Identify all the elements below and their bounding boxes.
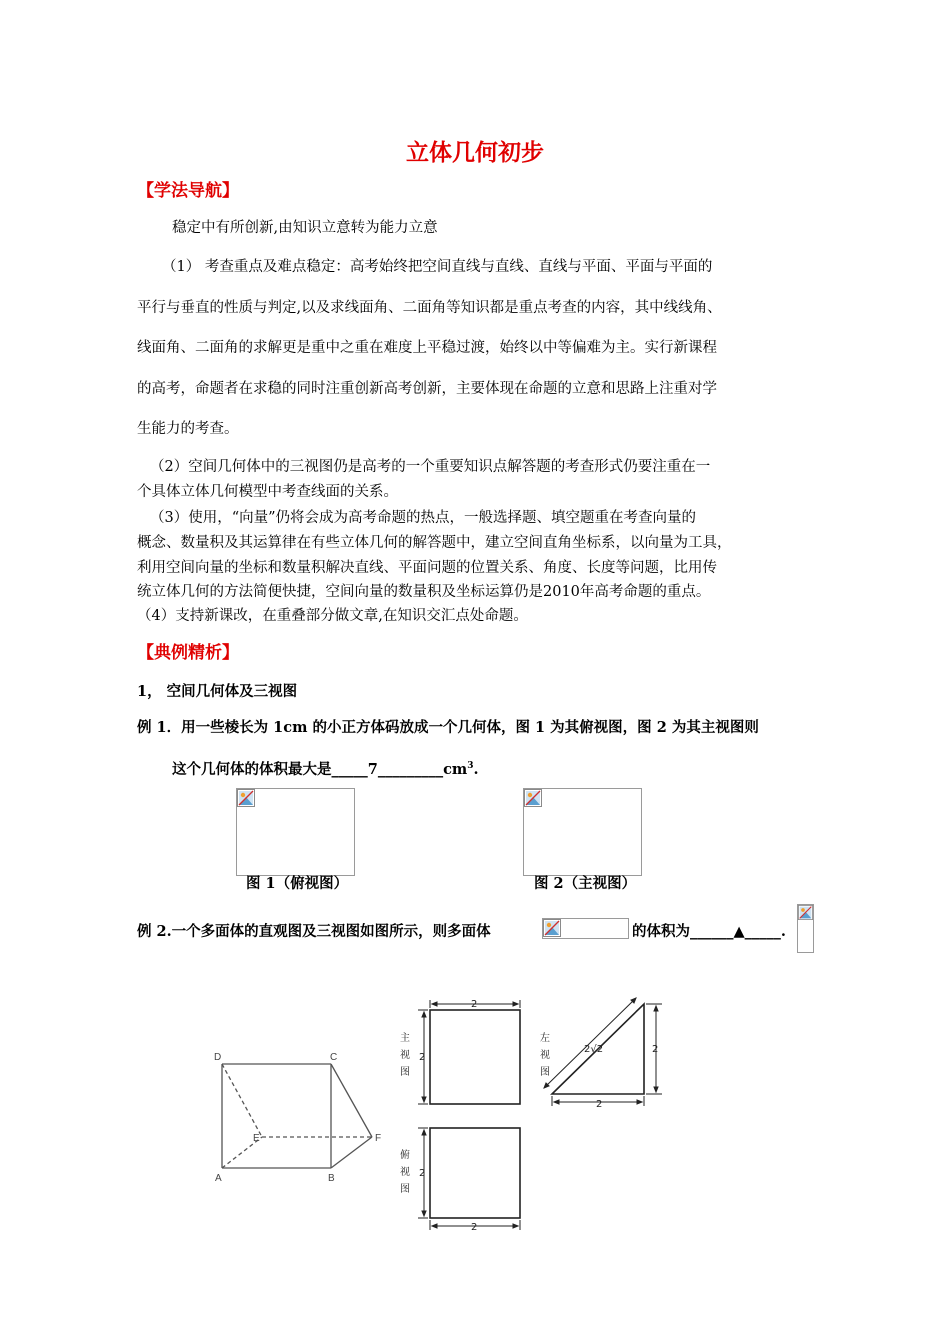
answer-mark-triangle: ▲ <box>733 923 745 940</box>
top-view-label-char-2: 视 <box>400 1167 410 1178</box>
front-view-label-char-3: 图 <box>400 1067 410 1078</box>
example-1-answer-text: 这个几何体的体积最大是_____7_________cm <box>172 761 468 778</box>
period: . <box>780 923 786 940</box>
paragraph-3-line-3: 利用空间向量的坐标和数量积解决直线、平面问题的位置关系、角度、长度等问题，比用传 <box>137 560 717 576</box>
top-view <box>418 1128 520 1230</box>
figure-1-caption: 图 1（俯视图） <box>246 875 349 892</box>
paragraph-3-line-1: （3）使用，“向量”仍将会成为高考命题的热点，一般选择题、填空题重在考查向量的 <box>150 510 697 526</box>
left-view-label-char-2: 视 <box>540 1050 550 1061</box>
example-2-prefix: 例 2.一个多面体的直观图及三视图如图所示，则多面体 <box>137 923 491 940</box>
left-view-height-label: 2 <box>652 1044 659 1055</box>
front-view-width-label: 2 <box>471 999 478 1010</box>
paragraph-2-line-1: （2）空间几何体中的三视图仍是高考的一个重要知识点解答题的考查形式仍要注重在一 <box>150 459 711 475</box>
example-2-middle-text: 的体积为 <box>632 923 690 940</box>
vertex-label-b: B <box>328 1173 335 1184</box>
paragraph-3-line-2: 概念、数量积及其运算律在有些立体几何的解答题中，建立空间直角坐标系，以向量为工具， <box>137 535 732 551</box>
answer-blank-left: ______ <box>690 923 734 940</box>
section-heading-examples: 【典例精析】 <box>137 643 239 663</box>
polyhedron-drawing <box>222 1064 372 1168</box>
section-heading-study-guide: 【学法导航】 <box>137 181 239 201</box>
paragraph-1-line-5: 生能力的考查。 <box>137 421 239 437</box>
intro-paragraph: 稳定中有所创新,由知识立意转为能力立意 <box>172 220 438 236</box>
front-view-height-label: 2 <box>419 1052 426 1063</box>
paragraph-4: （4）支持新课改，在重叠部分做文章,在知识交汇点处命题。 <box>137 608 528 624</box>
figure-2-caption: 图 2（主视图） <box>534 875 637 892</box>
example-1-line-1: 例 1．用一些棱长为 1cm 的小正方体码放成一个几何体，图 1 为其俯视图，图 2 为其主视图则 <box>137 719 759 736</box>
top-view-label-char-3: 图 <box>400 1184 410 1195</box>
top-view-width-label: 2 <box>471 1222 478 1233</box>
vertex-label-c: C <box>330 1052 338 1063</box>
front-view-label-char-2: 视 <box>400 1050 410 1061</box>
period: . <box>473 761 479 778</box>
paragraph-1-line-1: （1） 考查重点及难点稳定：高考始终把空间直线与直线、直线与平面、平面与平面的 <box>162 259 713 275</box>
paragraph-1-line-3: 线面角、二面角的求解更是重中之重在难度上平稳过渡，始终以中等偏难为主。实行新课程 <box>137 340 717 356</box>
paragraph-3-line-4: 统立体几何的方法简便快捷，空间向量的数量积及坐标运算仍是2010年高考命题的重点。 <box>137 584 711 600</box>
superscript-3: 3 <box>467 761 474 772</box>
front-view-label-char-1: 主 <box>400 1033 410 1044</box>
page-title: 立体几何初步 <box>406 139 544 166</box>
left-view-width-label: 2 <box>596 1099 603 1110</box>
vertex-label-a: A <box>215 1173 222 1184</box>
vertex-label-d: D <box>214 1052 222 1063</box>
left-view-label-char-3: 图 <box>540 1067 550 1078</box>
vertex-label-f: F <box>375 1133 382 1144</box>
paragraph-2-line-2: 个具体立体几何模型中考查线面的关系。 <box>137 484 398 500</box>
vertex-label-e: E <box>253 1133 260 1144</box>
answer-blank-right: _____ <box>744 923 781 940</box>
top-view-height-label: 2 <box>419 1168 426 1179</box>
left-view-label-char-1: 左 <box>540 1033 550 1044</box>
left-view-hypotenuse-label: 2√2 <box>584 1044 604 1055</box>
paragraph-1-line-2: 平行与垂直的性质与判定,以及求线面角、二面角等知识都是重点考查的内容，其中线线角、 <box>137 300 722 316</box>
front-view <box>418 1000 520 1104</box>
top-view-label-char-1: 俯 <box>400 1150 410 1161</box>
subsection-heading: 1， 空间几何体及三视图 <box>137 683 298 700</box>
paragraph-1-line-4: 的高考，命题者在求稳的同时注重创新高考创新，主要体现在命题的立意和思路上注重对学 <box>137 381 717 397</box>
